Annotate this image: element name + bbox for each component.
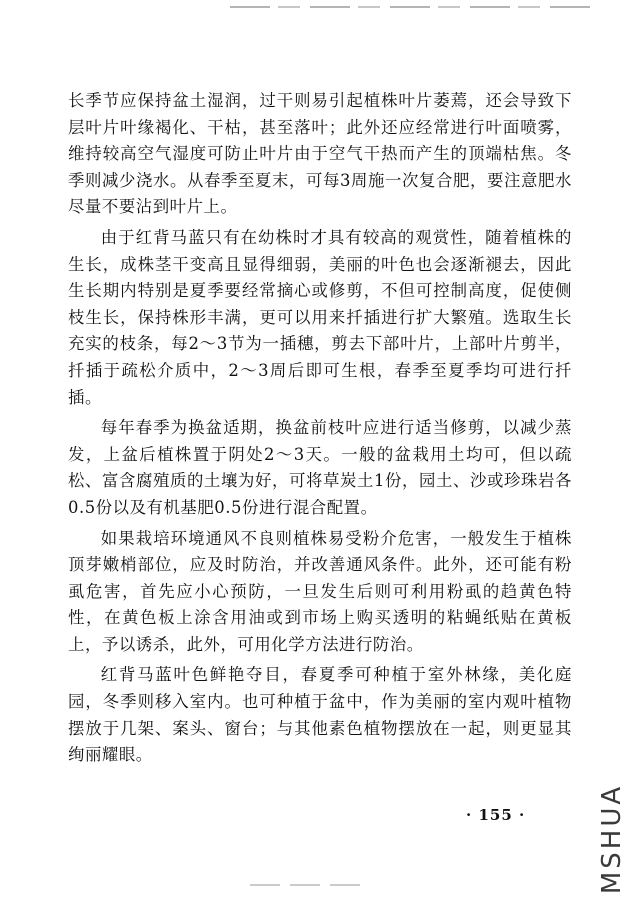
page-number: · 155 · xyxy=(466,806,526,824)
bottom-scan-artifact xyxy=(250,884,370,886)
paragraph-repotting: 每年春季为换盆适期，换盆前枝叶应进行适当修剪，以减少蒸发，上盆后植株置于阴处2～3天。一般的盆栽用土均可，但以疏松、富含腐殖质的土壤为好，可将草炭土1份，园土、沙或珍珠岩各0.5份以及有机基肥0.5份进行混合配置。 xyxy=(68,418,572,517)
watermark xyxy=(596,785,628,893)
paragraph-pests: 如果栽培环境通风不良则植株易受粉介危害，一般发生于植株顶芽嫩梢部位，应及时防治，并改善通风条件。此外，还可能有粉虱危害，首先应小心预防，一旦发生后则可利用粉虱的趋黄色特性，在黄色板上涂含用油或到市场上购买透明的粘蝇纸贴在黄板上，予以诱杀，此外，可用化学方法进行防治。 xyxy=(68,528,572,654)
watermark-text: MSHUA xyxy=(597,783,627,895)
paragraph-usage: 红背马蓝叶色鲜艳夺目，春夏季可种植于室外林缘，美化庭园，冬季则移入室内。也可种植于盆中，作为美丽的室内观叶植物摆放于几架、案头、窗台；与其他素色植物摆放在一起，则更显其绚丽耀眼。 xyxy=(68,665,572,765)
paragraph-pruning: 由于红背马蓝只有在幼株时才具有较高的观赏性，随着植株的生长，成株茎干变高且显得细弱，美丽的叶色也会逐渐褪去，因此生长期内特别是夏季要经常摘心或修剪，不但可控制高度，促使侧枝生长，保持株形丰满，更可以用来扦插进行扩大繁殖。选取生长充实的枝条，每2～3节为一插穗，剪去下部叶片，上部叶片剪半，扦插于疏松介质中，2～3周后即可生根，春季至夏季均可进行扦插。 xyxy=(68,227,572,407)
body-text xyxy=(68,88,572,773)
paragraph-continued: 长季节应保持盆土湿润，过干则易引起植株叶片萎蔫，还会导致下层叶片叶缘褐化、干枯，甚至落叶；此外还应经常进行叶面喷雾，维持较高空气湿度可防止叶片由于空气干热而产生的顶端枯焦。冬季则减少浇水。从春季至夏末，可每3周施一次复合肥，要注意肥水尽量不要沾到叶片上。 xyxy=(68,91,572,217)
top-scan-artifact xyxy=(230,6,590,8)
